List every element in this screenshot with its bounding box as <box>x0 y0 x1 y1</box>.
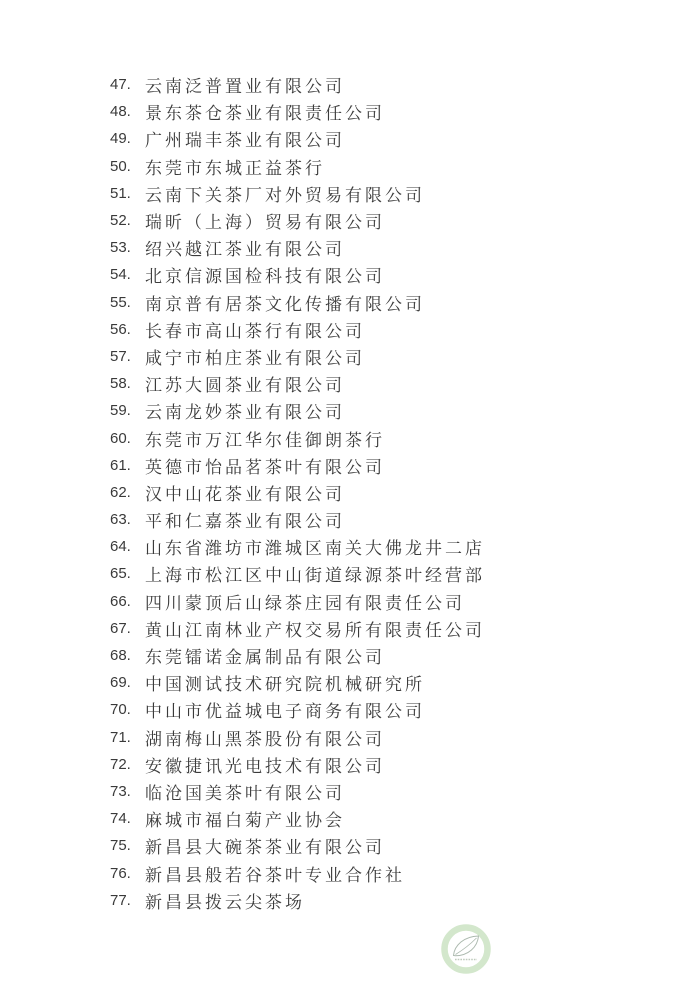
company-name: 东莞市东城正益茶行 <box>145 158 325 178</box>
list-item-number: 61. <box>110 456 131 474</box>
list-item <box>110 751 699 778</box>
company-name: 安徽捷讯光电技术有限公司 <box>145 756 385 776</box>
list-item-number: 51. <box>110 184 131 202</box>
company-name: 云南龙妙茶业有限公司 <box>145 403 345 423</box>
company-name: 汉中山花茶业有限公司 <box>145 484 345 504</box>
list-item-number: 76. <box>110 864 131 882</box>
company-name: 平和仁嘉茶业有限公司 <box>145 512 345 532</box>
list-item-number: 71. <box>110 728 131 746</box>
company-name: 新昌县拨云尖茶场 <box>145 892 305 912</box>
company-name: 英德市怡品茗茶叶有限公司 <box>145 457 385 477</box>
company-name: 江苏大圆茶业有限公司 <box>145 376 345 396</box>
list-item-number: 66. <box>110 592 131 610</box>
list-item-number: 77. <box>110 891 131 909</box>
list-item-number: 74. <box>110 810 131 828</box>
list-item-number: 60. <box>110 429 131 447</box>
list-item <box>110 289 699 316</box>
list-item <box>110 588 699 615</box>
list-item <box>110 98 699 125</box>
list-item <box>110 180 699 207</box>
list-item <box>110 479 699 506</box>
list-item-number: 64. <box>110 538 131 556</box>
list-item-number: 58. <box>110 375 131 393</box>
company-name: 新昌县般若谷茶叶专业合作社 <box>145 865 405 885</box>
company-name: 云南泛普置业有限公司 <box>145 77 345 97</box>
list-item <box>110 71 699 98</box>
company-name: 上海市松江区中山街道绿源茶叶经营部 <box>145 566 485 586</box>
list-item <box>110 207 699 234</box>
company-name: 广州瑞丰茶业有限公司 <box>145 131 345 151</box>
list-item-number: 63. <box>110 511 131 529</box>
list-item <box>110 832 699 859</box>
company-name: 长春市高山茶行有限公司 <box>145 321 365 341</box>
company-name: 麻城市福白菊产业协会 <box>145 811 345 831</box>
list-item <box>110 724 699 751</box>
company-name: 瑞昕（上海）贸易有限公司 <box>145 213 385 233</box>
list-item <box>110 424 699 451</box>
list-item-number: 75. <box>110 837 131 855</box>
company-name: 中山市优益城电子商务有限公司 <box>145 702 425 722</box>
list-item-number: 57. <box>110 347 131 365</box>
list-item-number: 49. <box>110 130 131 148</box>
company-name: 云南下关茶厂对外贸易有限公司 <box>145 185 425 205</box>
list-item <box>110 859 699 886</box>
list-item <box>110 452 699 479</box>
company-name: 中国测试技术研究院机械研究所 <box>145 675 425 695</box>
list-item <box>110 261 699 288</box>
company-name: 绍兴越江茶业有限公司 <box>145 240 345 260</box>
company-name: 临沧国美茶叶有限公司 <box>145 783 345 803</box>
list-item <box>110 887 699 914</box>
list-item-number: 65. <box>110 565 131 583</box>
list-item-number: 52. <box>110 212 131 230</box>
list-item-number: 72. <box>110 755 131 773</box>
list-item <box>110 778 699 805</box>
list-item <box>110 560 699 587</box>
company-name: 景东茶仓茶业有限责任公司 <box>145 104 385 124</box>
company-name: 黄山江南林业产权交易所有限责任公司 <box>145 620 485 640</box>
list-item <box>110 642 699 669</box>
list-item-number: 62. <box>110 483 131 501</box>
list-item <box>110 397 699 424</box>
list-item <box>110 370 699 397</box>
list-item-number: 59. <box>110 402 131 420</box>
list-item <box>110 696 699 723</box>
list-item-number: 55. <box>110 293 131 311</box>
company-name: 新昌县大碗茶茶业有限公司 <box>145 838 385 858</box>
list-item-number: 54. <box>110 266 131 284</box>
list-item <box>110 805 699 832</box>
list-item-number: 48. <box>110 103 131 121</box>
company-name: 咸宁市柏庄茶业有限公司 <box>145 348 365 368</box>
company-name: 南京普有居茶文化传播有限公司 <box>145 294 425 314</box>
list-item <box>110 343 699 370</box>
company-name: 湖南梅山黑茶股份有限公司 <box>145 729 385 749</box>
list-item-number: 68. <box>110 647 131 665</box>
list-item-number: 73. <box>110 782 131 800</box>
list-item <box>110 153 699 180</box>
list-item <box>110 316 699 343</box>
company-name: 山东省潍坊市潍城区南关大佛龙井二店 <box>145 539 485 559</box>
list-item-number: 53. <box>110 239 131 257</box>
list-item-number: 67. <box>110 619 131 637</box>
list-item-number: 70. <box>110 701 131 719</box>
company-name: 东莞镭诺金属制品有限公司 <box>145 648 385 668</box>
list-item <box>110 669 699 696</box>
list-item-number: 47. <box>110 76 131 94</box>
list-item <box>110 533 699 560</box>
leaf-seal-watermark <box>440 923 492 975</box>
list-item-number: 50. <box>110 157 131 175</box>
company-name: 北京信源国检科技有限公司 <box>145 267 385 287</box>
list-item <box>110 615 699 642</box>
leaf-seal-icon <box>440 923 492 975</box>
list-item <box>110 125 699 152</box>
list-item <box>110 506 699 533</box>
list-item-number: 56. <box>110 320 131 338</box>
list-item-number: 69. <box>110 674 131 692</box>
list-item <box>110 234 699 261</box>
company-name: 四川蒙顶后山绿茶庄园有限责任公司 <box>145 593 465 613</box>
company-name: 东莞市万江华尔佳御朗茶行 <box>145 430 385 450</box>
